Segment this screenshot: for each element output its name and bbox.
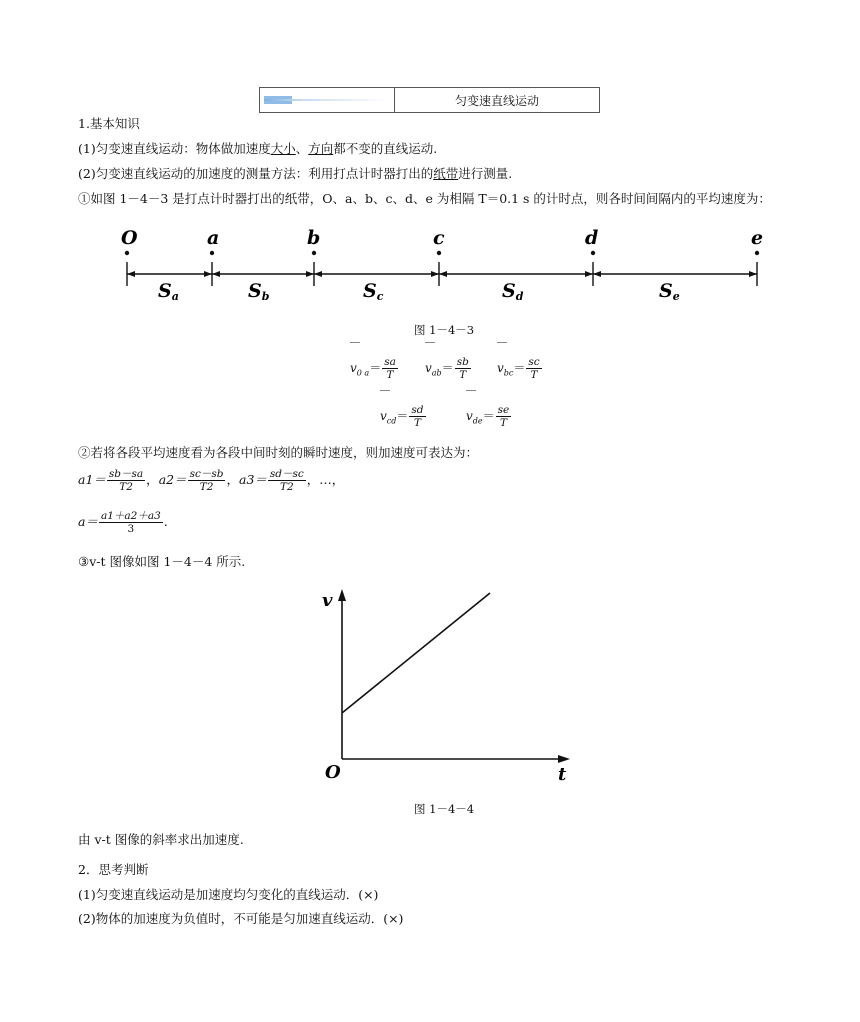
origin-label: O: [325, 762, 341, 783]
judgement-item-1: (1)匀变速直线运动是加速度均匀变化的直线运动．(×): [78, 887, 379, 902]
velocity-formula: $v_{0 a}=$ $\frac{sa}{T}$: [350, 356, 399, 381]
point-dot: [755, 251, 759, 255]
header-box: [259, 87, 600, 113]
point-label-d: d: [585, 227, 599, 249]
average-acceleration-formula: a＝ $\frac{a1+a2+a3}{3}$ .: [78, 510, 168, 535]
segment-label-sd: Sd: [502, 280, 524, 303]
point-dot: [591, 251, 595, 255]
paragraph-2: (2)匀变速直线运动的加速度的测量方法：利用打点计时器打出的纸带进行测量.: [78, 166, 513, 181]
paragraph-1: (1)匀变速直线运动：物体做加速度大小、方向都不变的直线运动.: [78, 141, 438, 156]
banner-decoration: [264, 95, 388, 105]
point-dot: [312, 251, 316, 255]
v-t-graph: [318, 585, 578, 785]
judgement-item-2: (2)物体的加速度为负值时，不可能是匀加速直线运动．(×): [78, 911, 404, 926]
header-title: 匀变速直线运动: [454, 93, 539, 108]
point-label-O: O: [121, 227, 138, 249]
velocity-formula: $v_{bc}=$ $\frac{sc}{T}$: [497, 356, 543, 381]
section-heading: 1.基本知识: [78, 116, 140, 131]
ticker-tape-diagram: [110, 222, 780, 307]
point-label-c: c: [433, 227, 445, 249]
paragraph-5: ③v-t 图像如图 1－4－4 所示.: [78, 554, 246, 569]
segment-label-sc: Sc: [363, 280, 384, 303]
paragraph-3: ①如图 1－4－3 是打点计时器打出的纸带，O、a、b、c、d、e 为相隔 T＝0.1 s 的计时点，则各时间间隔内的平均速度为：: [78, 191, 771, 206]
header-banner: [260, 88, 395, 112]
velocity-formula: $v_{ab}=$ $\frac{sb}{T}$: [425, 356, 472, 381]
figure-caption-1: 图 1－4－3: [414, 323, 475, 337]
acceleration-formulas: a1＝ $\frac{sb-sa}{T2}$ ，a2＝ $\frac{sc-sb}{T2}$ ，a3＝ $\frac{sd-sc}{T2}$ ，…，: [78, 468, 345, 493]
point-dot: [437, 251, 441, 255]
point-dot: [210, 251, 214, 255]
x-axis-label: t: [558, 764, 567, 785]
point-dot: [125, 251, 129, 255]
velocity-formula: $v_{cd}=$ $\frac{sd}{T}$: [380, 404, 427, 429]
velocity-line: [342, 593, 490, 713]
paragraph-4: ②若将各段平均速度看为各段中间时刻的瞬时速度，则加速度可表达为：: [78, 445, 479, 460]
segment-label-se: Se: [659, 280, 680, 303]
point-label-a: a: [207, 227, 220, 249]
segment-label-sb: Sb: [248, 280, 270, 303]
section-heading-2: 2．思考判断: [78, 862, 149, 877]
paragraph-6: 由 v-t 图像的斜率求出加速度.: [78, 832, 244, 847]
segment-label-sa: Sa: [158, 280, 179, 303]
y-axis-arrow: [338, 589, 346, 601]
point-label-b: b: [307, 227, 321, 249]
x-axis-arrow: [558, 755, 570, 763]
y-axis-label: v: [322, 590, 333, 611]
velocity-formula: $v_{de}=$ $\frac{se}{T}$: [466, 404, 512, 429]
figure-caption-2: 图 1－4－4: [414, 802, 475, 816]
point-label-e: e: [751, 227, 764, 249]
